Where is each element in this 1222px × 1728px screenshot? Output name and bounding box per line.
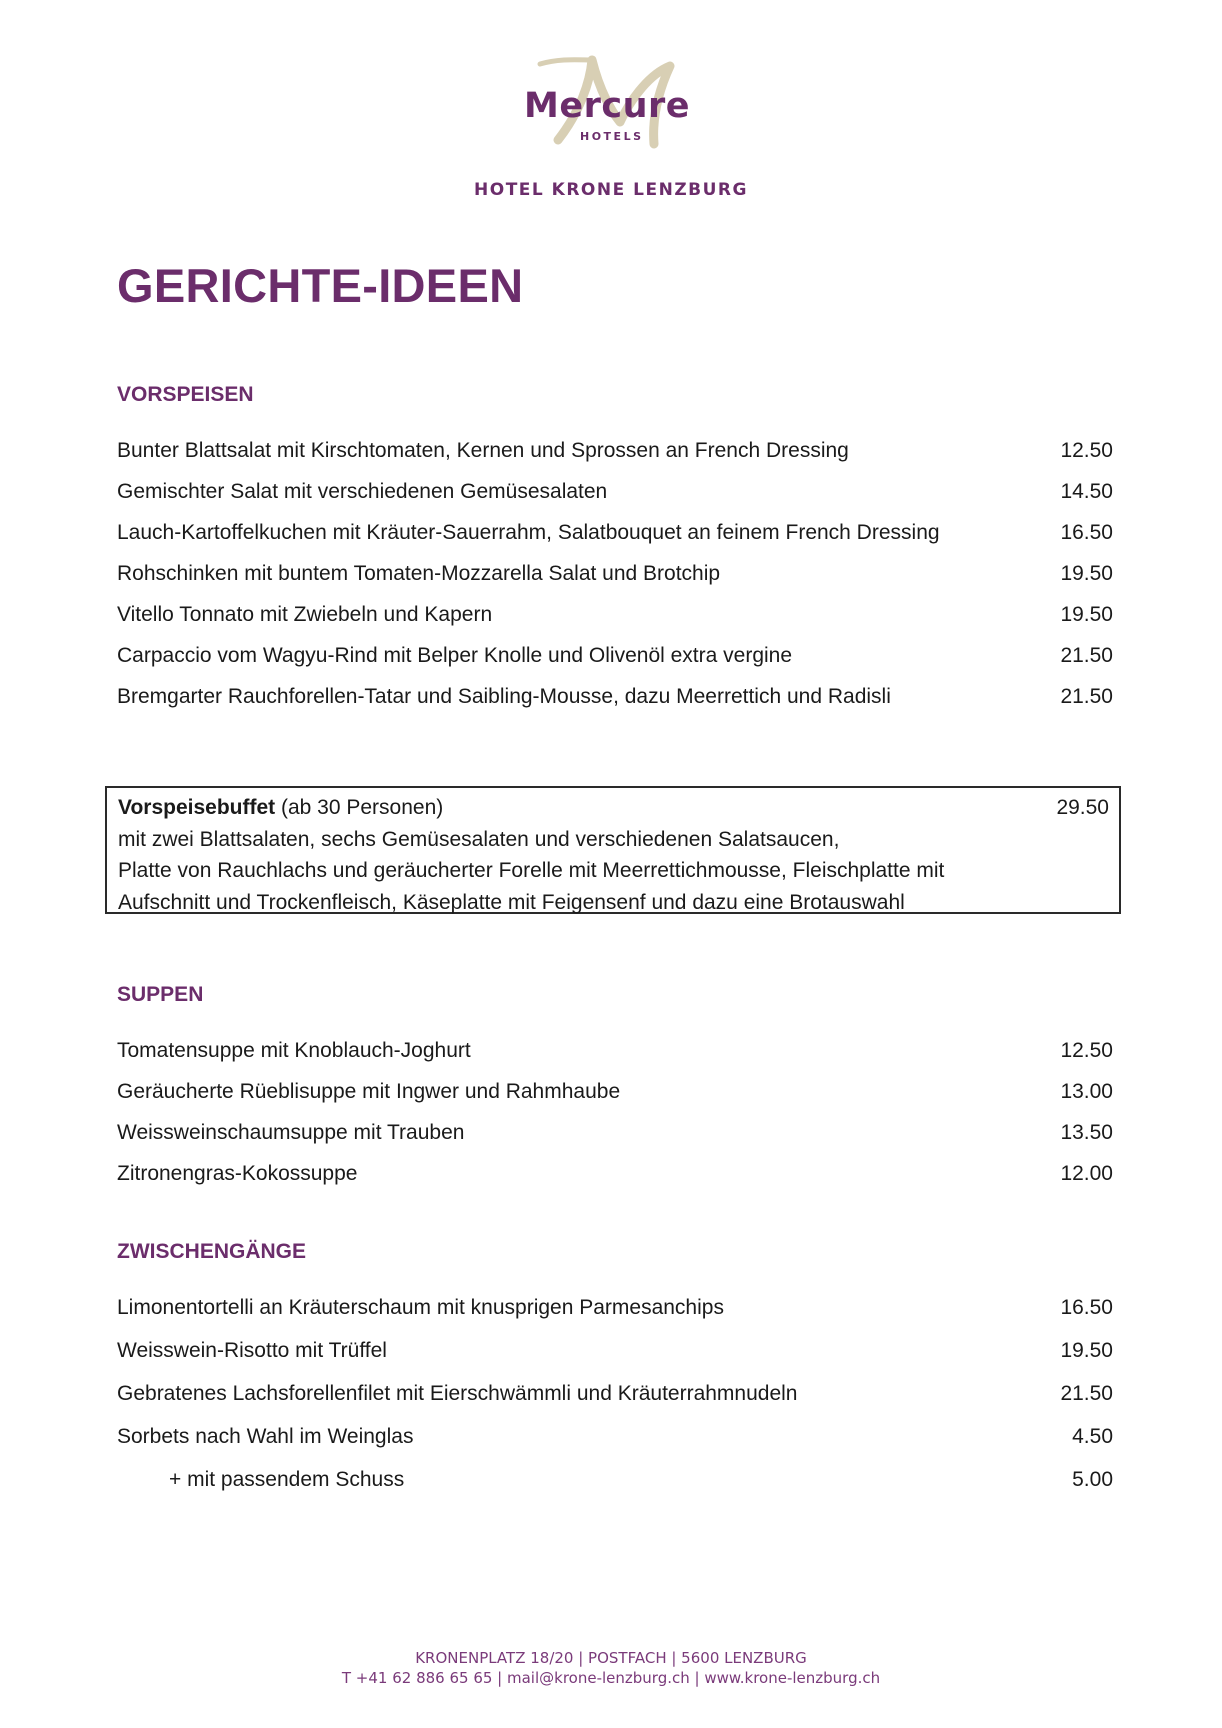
- dish-price: 16.50: [1060, 521, 1113, 544]
- dish-name: Lauch-Kartoffelkuchen mit Kräuter-Sauerrahm, Salatbouquet an feinem French Dressing: [117, 521, 940, 544]
- dish-name: Weisswein-Risotto mit Trüffel: [117, 1339, 387, 1362]
- menu-item: [117, 1080, 1113, 1121]
- buffet-description-line: Platte von Rauchlachs und geräucherter Forelle mit Meerrettichmousse, Fleischplatte mit: [118, 859, 945, 882]
- menu-item: [117, 644, 1113, 685]
- footer: [0, 1648, 1222, 1688]
- dish-name: Limonentortelli an Kräuterschaum mit knusprigen Parmesanchips: [117, 1296, 724, 1319]
- logo-subtitle: HOTELS: [580, 130, 644, 143]
- dish-price: 12.50: [1060, 1039, 1113, 1062]
- dish-price: 19.50: [1060, 562, 1113, 585]
- dish-name: Carpaccio vom Wagyu-Rind mit Belper Knolle und Olivenöl extra vergine: [117, 644, 793, 667]
- dish-name: Zitronengras-Kokossuppe: [117, 1162, 358, 1185]
- hotel-logo: [0, 52, 1222, 152]
- hotel-name-text: HOTEL KRONE LENZBURG: [474, 180, 748, 200]
- dish-price: 12.00: [1060, 1162, 1113, 1185]
- dish-name: Weissweinschaumsuppe mit Trauben: [117, 1121, 465, 1144]
- dish-name: Gebratenes Lachsforellenfilet mit Eierschwämmli und Kräuterrahmnudeln: [117, 1382, 798, 1405]
- buffet-title: [118, 792, 443, 824]
- buffet-header: [118, 792, 1109, 824]
- menu-list-suppen: [117, 1039, 1113, 1203]
- dish-price: 16.50: [1060, 1296, 1113, 1319]
- menu-item: [117, 603, 1113, 644]
- buffet-box: [105, 786, 1121, 914]
- menu-item: [117, 1425, 1113, 1468]
- dish-name: Rohschinken mit buntem Tomaten-Mozzarella Salat und Brotchip: [117, 562, 721, 585]
- dish-price: 5.00: [1072, 1468, 1113, 1491]
- menu-item: [117, 1039, 1113, 1080]
- buffet-price: 29.50: [1056, 796, 1109, 819]
- dish-name: Bremgarter Rauchforellen-Tatar und Saibling-Mousse, dazu Meerrettich und Radisli: [117, 685, 891, 708]
- section-heading-zwischengaenge: ZWISCHENGÄNGE: [117, 1240, 306, 1263]
- menu-item: [117, 439, 1113, 480]
- menu-item: [117, 1296, 1113, 1339]
- dish-price: 13.50: [1060, 1121, 1113, 1144]
- footer-contact: T +41 62 886 65 65 | mail@krone-lenzburg.ch | www.krone-lenzburg.ch: [341, 1669, 881, 1687]
- hotel-name: [0, 180, 1222, 200]
- menu-item: [117, 1121, 1113, 1162]
- dish-price: 12.50: [1060, 439, 1113, 462]
- dish-price: 14.50: [1060, 480, 1113, 503]
- dish-price: 21.50: [1060, 644, 1113, 667]
- dish-name: Bunter Blattsalat mit Kirschtomaten, Kernen und Sprossen an French Dressing: [117, 439, 849, 462]
- menu-item: [117, 1339, 1113, 1382]
- dish-price: 13.00: [1060, 1080, 1113, 1103]
- dish-name: Gemischter Salat mit verschiedenen Gemüsesalaten: [117, 480, 608, 503]
- dish-price: 4.50: [1072, 1425, 1113, 1448]
- buffet-description-line: mit zwei Blattsalaten, sechs Gemüsesalaten und verschiedenen Salatsaucen,: [118, 827, 840, 851]
- dish-name: Sorbets nach Wahl im Weinglas: [117, 1425, 414, 1448]
- menu-item: [117, 1382, 1113, 1425]
- dish-name: Tomatensuppe mit Knoblauch-Joghurt: [117, 1039, 471, 1062]
- buffet-note: (ab 30 Personen): [275, 796, 444, 819]
- buffet-description-line: Aufschnitt und Trockenfleisch, Käseplatte mit Feigensenf und dazu eine Brotauswahl: [118, 890, 905, 914]
- dish-price: 19.50: [1060, 1339, 1113, 1362]
- menu-item: [117, 562, 1113, 603]
- dish-name: + mit passendem Schuss: [169, 1468, 405, 1491]
- menu-item: [117, 521, 1113, 562]
- page-title: GERICHTE-IDEEN: [117, 259, 524, 312]
- dish-price: 19.50: [1060, 603, 1113, 626]
- dish-name: Geräucherte Rüeblisuppe mit Ingwer und Rahmhaube: [117, 1080, 621, 1103]
- logo-wordmark: Mercure: [524, 86, 690, 126]
- section-heading-vorspeisen: VORSPEISEN: [117, 383, 254, 406]
- menu-item: [117, 480, 1113, 521]
- dish-name: Vitello Tonnato mit Zwiebeln und Kapern: [117, 603, 493, 626]
- section-heading-suppen: SUPPEN: [117, 983, 204, 1006]
- menu-list-vorspeisen: [117, 439, 1113, 726]
- menu-item-addon: [117, 1468, 1113, 1511]
- footer-address: KRONENPLATZ 18/20 | POSTFACH | 5600 LENZBURG: [415, 1649, 807, 1667]
- dish-price: 21.50: [1060, 1382, 1113, 1405]
- menu-list-zwischengaenge: [117, 1296, 1113, 1511]
- menu-item: [117, 685, 1113, 726]
- dish-price: 21.50: [1060, 685, 1113, 708]
- buffet-name: Vorspeisebuffet: [118, 796, 276, 819]
- menu-item: [117, 1162, 1113, 1203]
